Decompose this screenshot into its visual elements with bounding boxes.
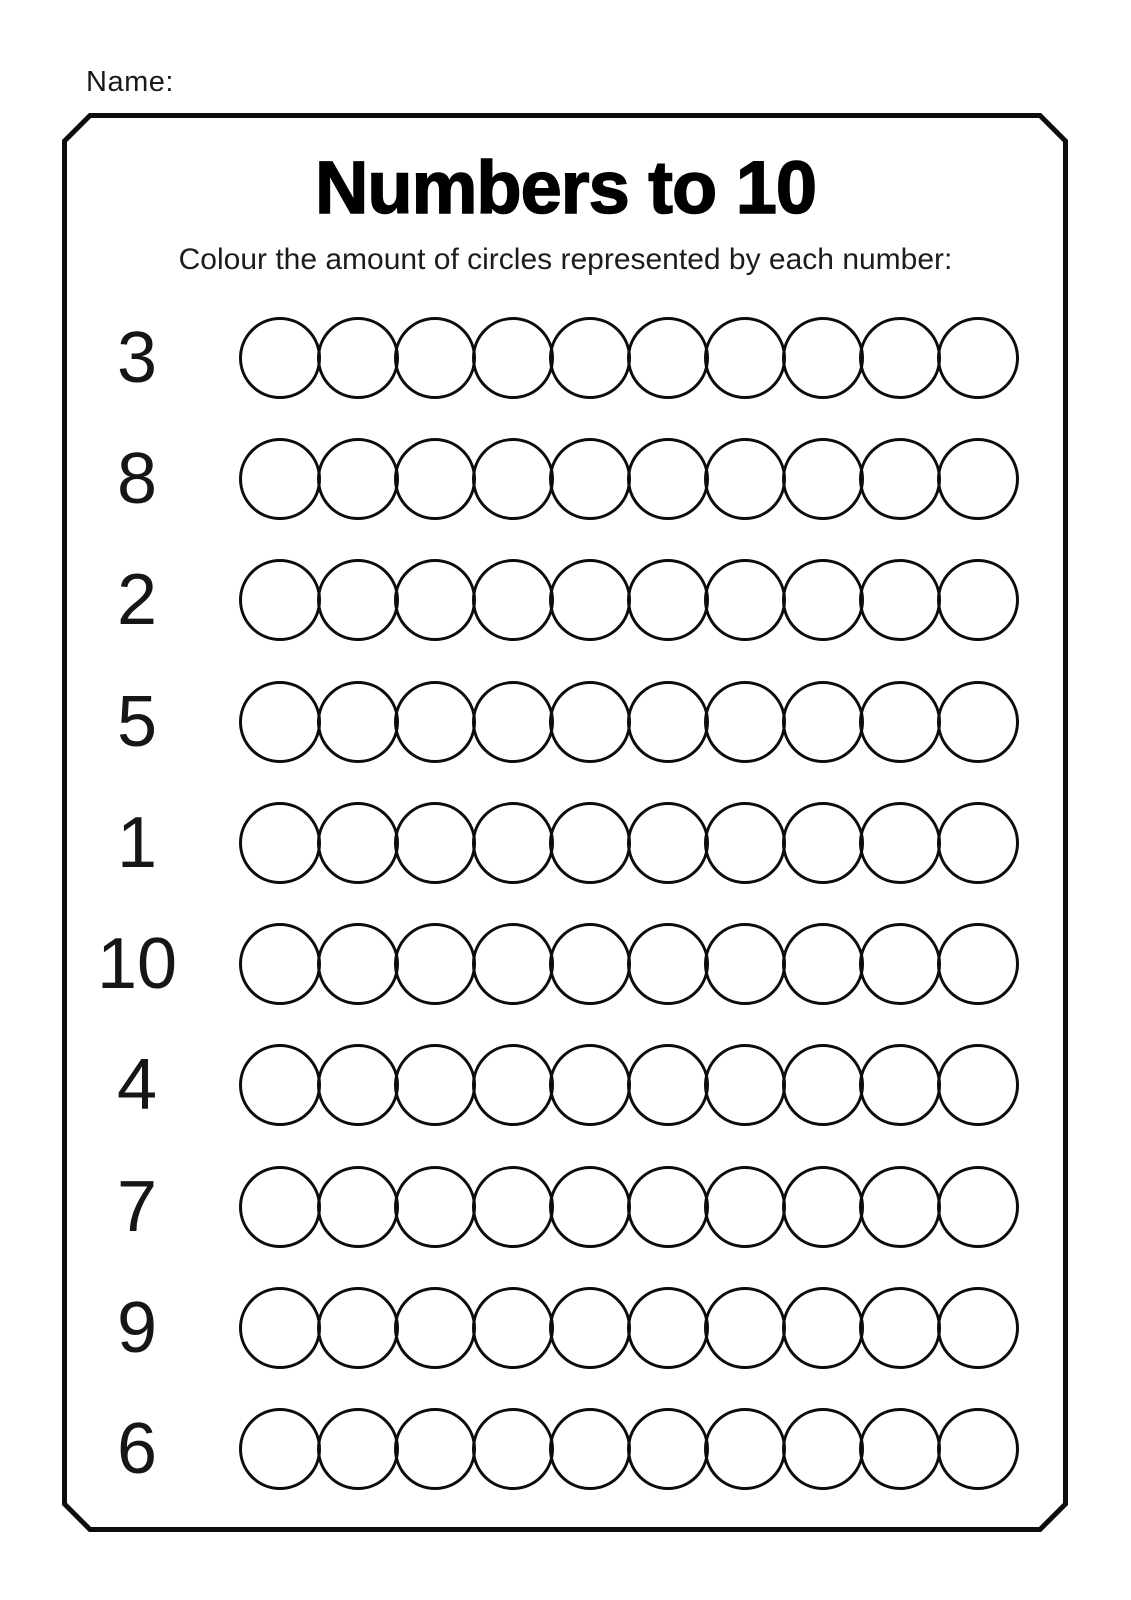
colour-circle[interactable] xyxy=(317,802,399,884)
colour-circle[interactable] xyxy=(704,1408,786,1490)
colour-circle[interactable] xyxy=(627,1044,709,1126)
colour-circle[interactable] xyxy=(317,681,399,763)
colour-circle[interactable] xyxy=(937,802,1019,884)
colour-circle[interactable] xyxy=(704,559,786,641)
worksheet-row xyxy=(64,1389,1066,1510)
name-label: Name: xyxy=(86,66,174,98)
colour-circle[interactable] xyxy=(317,1166,399,1248)
worksheet-row xyxy=(64,1025,1066,1146)
colour-circle[interactable] xyxy=(782,1044,864,1126)
row-number: 1 xyxy=(116,802,158,883)
colour-circle[interactable] xyxy=(937,923,1019,1005)
colour-circle[interactable] xyxy=(239,1287,321,1369)
colour-circle[interactable] xyxy=(627,317,709,399)
row-number: 6 xyxy=(116,1409,158,1490)
colour-circle[interactable] xyxy=(704,317,786,399)
colour-circle[interactable] xyxy=(627,559,709,641)
colour-circle[interactable] xyxy=(859,1408,941,1490)
colour-circle[interactable] xyxy=(472,923,554,1005)
colour-circle[interactable] xyxy=(239,681,321,763)
colour-circle[interactable] xyxy=(472,802,554,884)
colour-circle[interactable] xyxy=(937,317,1019,399)
colour-circle[interactable] xyxy=(472,1044,554,1126)
colour-circle[interactable] xyxy=(394,438,476,520)
row-number: 4 xyxy=(116,1045,158,1126)
colour-circle[interactable] xyxy=(394,1408,476,1490)
worksheet-row xyxy=(64,418,1066,539)
colour-circle[interactable] xyxy=(394,317,476,399)
colour-circle[interactable] xyxy=(859,317,941,399)
colour-circle[interactable] xyxy=(704,1166,786,1248)
row-number: 8 xyxy=(116,438,158,519)
colour-circle[interactable] xyxy=(859,438,941,520)
colour-circle[interactable] xyxy=(937,1408,1019,1490)
row-circles xyxy=(239,1044,1019,1126)
worksheet-row xyxy=(64,782,1066,903)
row-number: 3 xyxy=(116,317,158,398)
colour-circle[interactable] xyxy=(239,1166,321,1248)
colour-circle[interactable] xyxy=(472,1287,554,1369)
colour-circle[interactable] xyxy=(239,1408,321,1490)
colour-circle[interactable] xyxy=(394,1044,476,1126)
colour-circle[interactable] xyxy=(859,559,941,641)
colour-circle[interactable] xyxy=(394,559,476,641)
colour-circle[interactable] xyxy=(937,559,1019,641)
colour-circle[interactable] xyxy=(627,438,709,520)
row-circles xyxy=(239,802,1019,884)
colour-circle[interactable] xyxy=(704,1044,786,1126)
row-number: 5 xyxy=(116,681,158,762)
colour-circle[interactable] xyxy=(394,802,476,884)
worksheet-row xyxy=(64,1146,1066,1267)
colour-circle[interactable] xyxy=(317,438,399,520)
colour-circle[interactable] xyxy=(549,1166,631,1248)
worksheet-row xyxy=(64,661,1066,782)
row-circles xyxy=(239,1408,1019,1490)
colour-circle[interactable] xyxy=(704,438,786,520)
page-title: Numbers to 10 xyxy=(314,146,817,229)
colour-circle[interactable] xyxy=(704,681,786,763)
row-number: 7 xyxy=(116,1166,158,1247)
colour-circle[interactable] xyxy=(859,1166,941,1248)
colour-circle[interactable] xyxy=(239,802,321,884)
colour-circle[interactable] xyxy=(549,802,631,884)
row-number: 10 xyxy=(96,924,178,1005)
row-circles xyxy=(239,559,1019,641)
colour-circle[interactable] xyxy=(627,1287,709,1369)
row-circles xyxy=(239,438,1019,520)
colour-circle[interactable] xyxy=(394,1166,476,1248)
colour-circle[interactable] xyxy=(937,1166,1019,1248)
colour-circle[interactable] xyxy=(472,1408,554,1490)
colour-circle[interactable] xyxy=(627,1166,709,1248)
colour-circle[interactable] xyxy=(549,1287,631,1369)
colour-circle[interactable] xyxy=(472,438,554,520)
colour-circle[interactable] xyxy=(937,438,1019,520)
row-circles xyxy=(239,923,1019,1005)
colour-circle[interactable] xyxy=(704,1287,786,1369)
colour-circle[interactable] xyxy=(239,317,321,399)
colour-circle[interactable] xyxy=(317,923,399,1005)
colour-circle[interactable] xyxy=(549,923,631,1005)
colour-circle[interactable] xyxy=(549,681,631,763)
colour-circle[interactable] xyxy=(704,802,786,884)
colour-circle[interactable] xyxy=(782,923,864,1005)
worksheet-row xyxy=(64,1267,1066,1388)
colour-circle[interactable] xyxy=(472,681,554,763)
colour-circle[interactable] xyxy=(394,1287,476,1369)
colour-circle[interactable] xyxy=(317,317,399,399)
colour-circle[interactable] xyxy=(859,1287,941,1369)
colour-circle[interactable] xyxy=(704,923,786,1005)
colour-circle[interactable] xyxy=(549,559,631,641)
colour-circle[interactable] xyxy=(859,923,941,1005)
worksheet-row xyxy=(64,297,1066,418)
colour-circle[interactable] xyxy=(549,1408,631,1490)
colour-circle[interactable] xyxy=(317,1287,399,1369)
row-circles xyxy=(239,681,1019,763)
colour-circle[interactable] xyxy=(239,923,321,1005)
colour-circle[interactable] xyxy=(937,1044,1019,1126)
colour-circle[interactable] xyxy=(782,1166,864,1248)
colour-circle[interactable] xyxy=(859,681,941,763)
colour-circle[interactable] xyxy=(627,681,709,763)
worksheet-row xyxy=(64,903,1066,1024)
colour-circle[interactable] xyxy=(782,681,864,763)
colour-circle[interactable] xyxy=(782,559,864,641)
colour-circle[interactable] xyxy=(782,317,864,399)
colour-circle[interactable] xyxy=(394,681,476,763)
colour-circle[interactable] xyxy=(239,438,321,520)
colour-circle[interactable] xyxy=(937,681,1019,763)
colour-circle[interactable] xyxy=(627,1408,709,1490)
colour-circle[interactable] xyxy=(239,1044,321,1126)
colour-circle[interactable] xyxy=(627,923,709,1005)
row-number: 2 xyxy=(116,560,158,641)
row-circles xyxy=(239,1287,1019,1369)
row-circles xyxy=(239,317,1019,399)
colour-circle[interactable] xyxy=(937,1287,1019,1369)
colour-circle[interactable] xyxy=(627,802,709,884)
colour-circle[interactable] xyxy=(859,802,941,884)
colour-circle[interactable] xyxy=(549,317,631,399)
rows-container xyxy=(64,297,1066,1510)
colour-circle[interactable] xyxy=(394,923,476,1005)
colour-circle[interactable] xyxy=(782,438,864,520)
colour-circle[interactable] xyxy=(549,438,631,520)
row-circles xyxy=(239,1166,1019,1248)
colour-circle[interactable] xyxy=(549,1044,631,1126)
colour-circle[interactable] xyxy=(859,1044,941,1126)
row-number: 9 xyxy=(116,1288,158,1369)
colour-circle[interactable] xyxy=(472,317,554,399)
colour-circle[interactable] xyxy=(472,559,554,641)
colour-circle[interactable] xyxy=(239,559,321,641)
colour-circle[interactable] xyxy=(472,1166,554,1248)
colour-circle[interactable] xyxy=(782,1408,864,1490)
colour-circle[interactable] xyxy=(317,559,399,641)
colour-circle[interactable] xyxy=(782,1287,864,1369)
worksheet-row xyxy=(64,540,1066,661)
colour-circle[interactable] xyxy=(317,1044,399,1126)
instructions-text: Colour the amount of circles represented by each number: xyxy=(178,243,953,276)
colour-circle[interactable] xyxy=(317,1408,399,1490)
colour-circle[interactable] xyxy=(782,802,864,884)
